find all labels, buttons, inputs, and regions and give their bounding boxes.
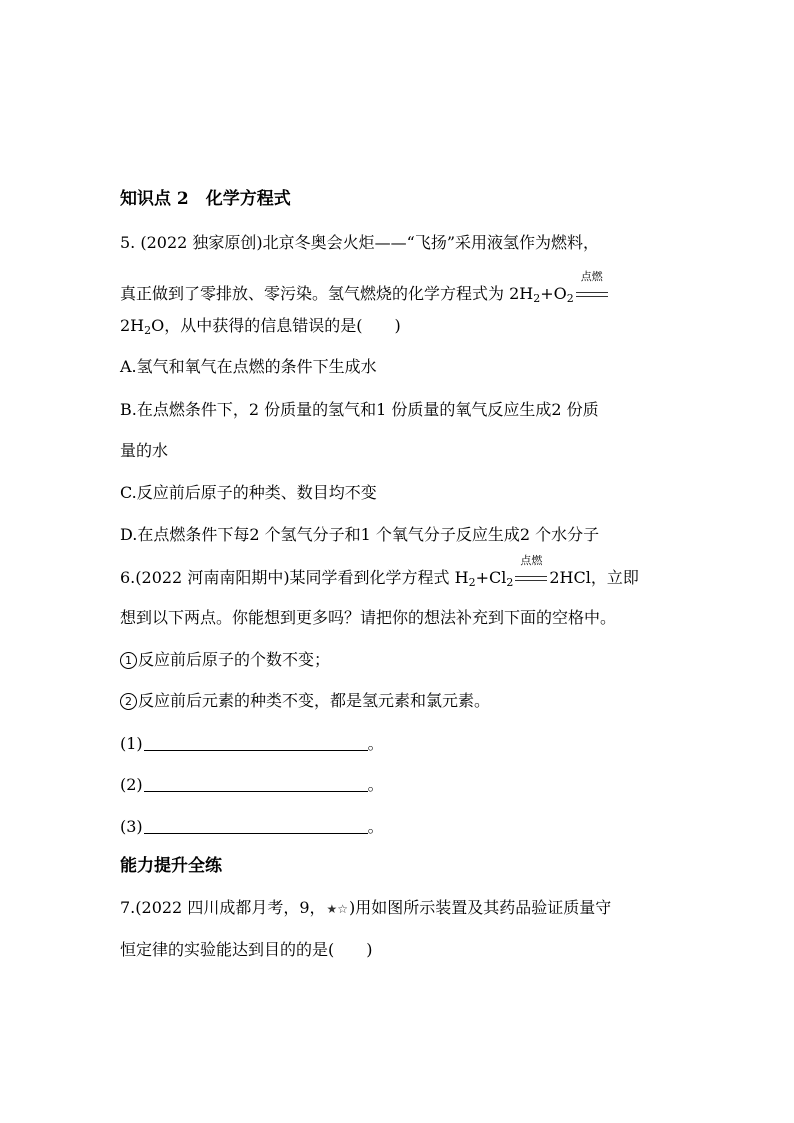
q6-blank-1 <box>120 733 384 755</box>
subscript: 2 <box>468 576 476 589</box>
q5-line-3 <box>120 315 401 337</box>
q5-line-1: 5. (2022 独家原创)北京冬奥会火炬——“飞扬”采用液氢作为燃料， <box>120 233 600 252</box>
circled-one-icon: 1 <box>120 652 137 669</box>
blank-end: 。 <box>367 734 384 753</box>
blank-label: (2) <box>120 775 143 794</box>
q5-option-b-line-2: 量的水 <box>120 441 169 460</box>
subscript: 2 <box>506 576 514 589</box>
blank-end: 。 <box>367 817 384 836</box>
plus-cl: +Cl <box>475 568 507 587</box>
q5-option-c: C.反应前后原子的种类、数目均不变 <box>120 483 377 502</box>
q5-option-d: D.在点燃条件下每2 个氢气分子和1 个氧气分子反应生成2 个水分子 <box>120 525 600 544</box>
double-line-icon <box>576 292 608 297</box>
answer-blank-2[interactable] <box>144 775 368 792</box>
q7-line-1-end: )用如图所示装置及其药品验证质量守 <box>349 898 612 917</box>
q6-blank-2 <box>120 774 384 796</box>
q6-blank-3 <box>120 816 384 838</box>
plus-o: +O <box>540 284 567 303</box>
q7-line-2: 恒定律的实验能达到目的的是( ) <box>120 940 373 959</box>
subscript: 2 <box>566 292 574 305</box>
q6-line-1-text: 6.(2022 河南南阳期中)某同学看到化学方程式 H <box>120 568 469 587</box>
blank-end: 。 <box>367 775 384 794</box>
section-heading-ability: 能力提升全练 <box>120 856 222 876</box>
q6-line-2: 想到以下两点。你能想到更多吗？请把你的想法补充到下面的空格中。 <box>120 608 617 627</box>
q6-point-1 <box>120 649 330 671</box>
q6-point-2-text: 反应前后元素的种类不变，都是氢元素和氯元素。 <box>138 691 491 710</box>
product-2h: 2H <box>120 316 145 335</box>
reaction-arrow <box>575 270 609 305</box>
q5-line-2-text: 真正做到了零排放、零污染。氢气燃烧的化学方程式为 2H <box>120 284 534 303</box>
difficulty-star-icon: ★☆ <box>326 902 349 916</box>
q7-line-1 <box>120 897 611 920</box>
answer-blank-3[interactable] <box>144 817 368 834</box>
circled-two-icon: 2 <box>120 693 137 710</box>
subscript: 2 <box>533 292 541 305</box>
q6-line-1 <box>120 554 639 589</box>
q5-option-a: A.氢气和氧气在点燃的条件下生成水 <box>120 357 377 376</box>
q5-line-2 <box>120 270 610 305</box>
subscript: 2 <box>144 324 152 337</box>
reaction-condition: 点燃 <box>580 270 603 283</box>
reaction-condition: 点燃 <box>520 554 543 567</box>
blank-label: (3) <box>120 817 143 836</box>
blank-label: (1) <box>120 734 143 753</box>
q7-line-1-text: 7.(2022 四川成都月考，9， <box>120 898 326 917</box>
q5-line-3-text: O，从中获得的信息错误的是( ) <box>151 316 401 335</box>
q5-option-b-line-1: B.在点燃条件下，2 份质量的氢气和1 份质量的氧气反应生成2 份质 <box>120 400 599 419</box>
double-line-icon <box>515 576 547 581</box>
answer-blank-1[interactable] <box>144 734 368 751</box>
q6-point-2 <box>120 690 490 712</box>
q6-line-1-end: 2HCl，立即 <box>549 568 639 587</box>
reaction-arrow <box>514 554 548 589</box>
q6-point-1-text: 反应前后原子的个数不变； <box>138 650 331 669</box>
section-heading-knowledge-point-2: 知识点 2 化学方程式 <box>120 189 291 209</box>
